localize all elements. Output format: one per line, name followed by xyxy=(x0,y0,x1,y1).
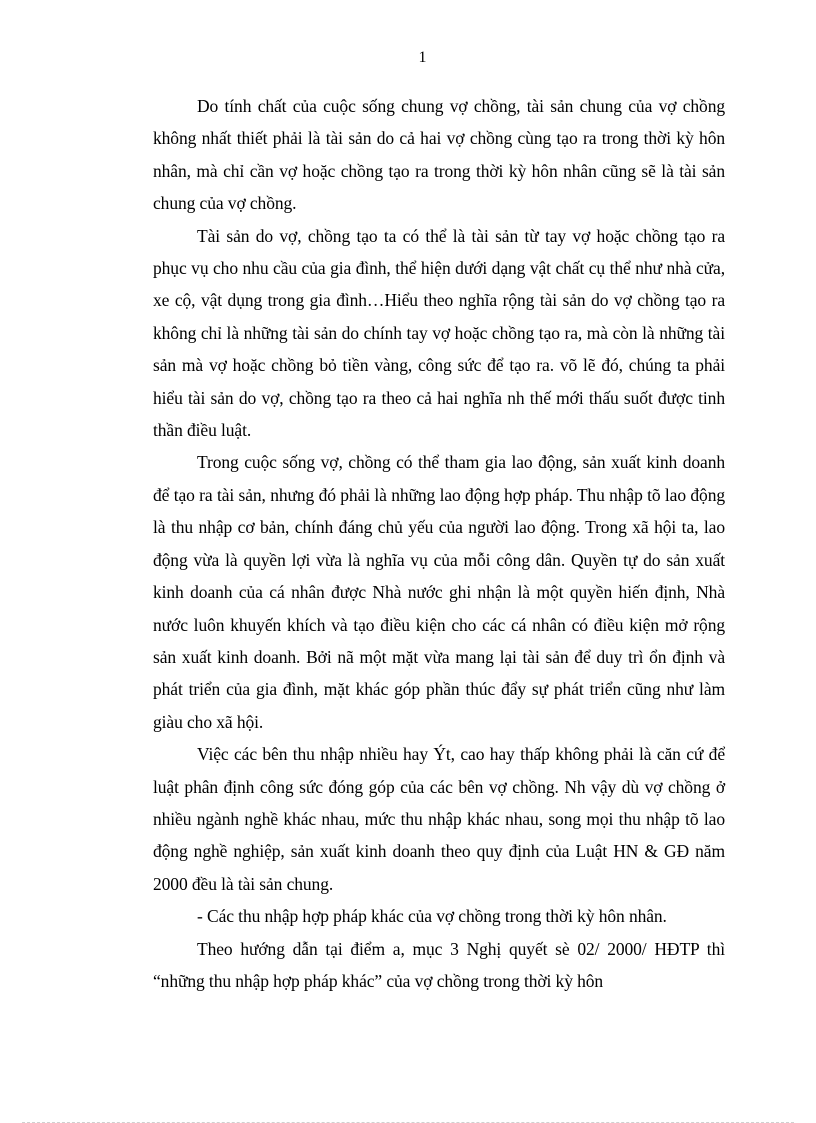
page-number: 1 xyxy=(418,49,427,66)
paragraph-6: Theo hướng dẫn tại điểm a, mục 3 Nghị quyết sè 02/ 2000/ HĐTP thì “những thu nhập hợp pháp khác” của vợ chồng trong thời kỳ hôn xyxy=(153,938,725,991)
paragraph-3: Trong cuộc sống vợ, chồng có thể tham gia lao động, sản xuất kinh doanh để tạo ra tài sản, nhưng đó phải là những lao động hợp pháp. Thu nhập tõ lao động là thu nhập cơ bản, chính đáng chủ yếu của người lao động. Trong xã hội ta, lao động vừa là quyền lợi vừa là nghĩa vụ của mỗi công dân. Quyền tự do sản xuất kinh doanh của cá nhân được Nhà nước ghi nhận là một quyền hiến định, Nhà nước luôn khuyến khích và tạo điều kiện cho các cá nhân có điều kiện mở rộng sản xuất kinh doanh. Bởi nã một mặt vừa mang lại tài sản để duy trì ổn định và phát triển của gia đình, mặt khác góp phần thúc đẩy sự phát triển cũng như làm giàu cho xã hội. xyxy=(153,452,725,732)
paragraph-5: - Các thu nhập hợp pháp khác của vợ chồng trong thời kỳ hôn nhân. xyxy=(197,906,667,927)
paragraph-1: Do tính chất của cuộc sống chung vợ chồng, tài sản chung của vợ chồng không nhất thiết phải là tài sản do cả hai vợ chồng cùng tạo ra trong thời kỳ hôn nhân, mà chỉ cần vợ hoặc chồng tạo ra trong thời kỳ hôn nhân cũng sẽ là tài sản chung của vợ chồng. xyxy=(153,96,725,214)
paragraph-4: Việc các bên thu nhập nhiều hay Ýt, cao hay thấp không phải là căn cứ để luật phân định công sức đóng góp của các bên vợ chồng. Nh vậy dù vợ chồng ở nhiều ngành nghề khác nhau, mức thu nhập khác nhau, song mọi thu nhập tõ lao động nghề nghiệp, sản xuất kinh doanh theo quy định của Luật HN & GĐ năm 2000 đều là tài sản chung. xyxy=(153,744,725,894)
document-body xyxy=(153,90,725,997)
paragraph-2: Tài sản do vợ, chồng tạo ta có thể là tài sản từ tay vợ hoặc chồng tạo ra phục vụ cho nhu cầu của gia đình, thể hiện dưới dạng vật chất cụ thể như nhà cửa, xe cộ, vật dụng trong gia đình…Hiểu theo nghĩa rộng tài sản do vợ chồng tạo ra không chỉ là những tài sản do chính tay vợ hoặc chồng tạo ra, mà còn là những tài sản mà vợ hoặc chồng bỏ tiền vàng, công sức để tạo ra. võ lẽ đó, chúng ta phải hiểu tài sản do vợ, chồng tạo ra theo cả hai nghĩa nh thế mới thấu suốt được tinh thần điều luật. xyxy=(153,225,725,441)
